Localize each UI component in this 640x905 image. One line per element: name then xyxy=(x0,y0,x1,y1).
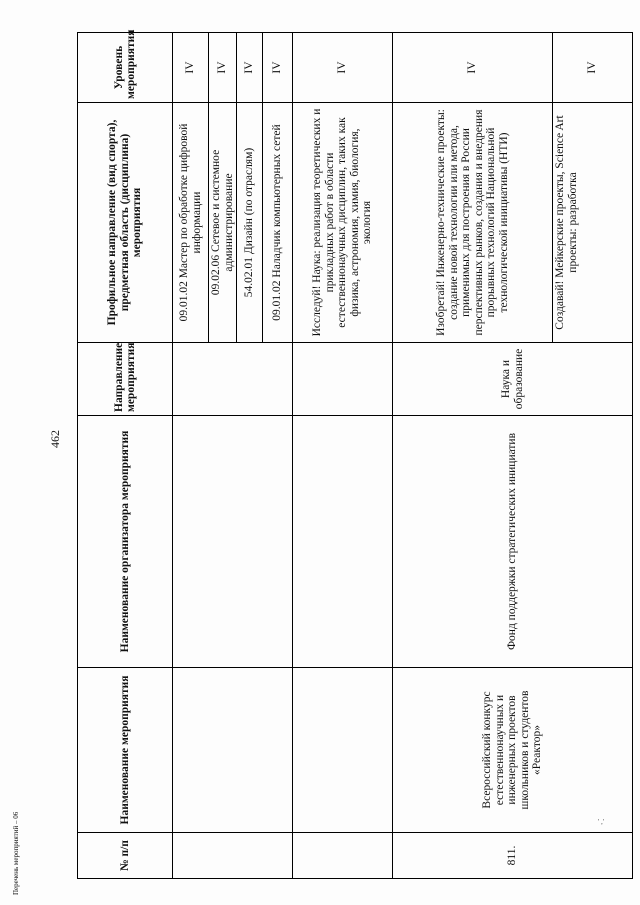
header-profile: Профильное направление (вид спорта), предметная область (дисциплина) мероприятия xyxy=(78,103,173,343)
profile-cell: Изобретай! Инженерно-технические проекты: создание новой технологии или метода, применимых для построения в России перспективных рынков, создания и внедрения прорывных технологий Национальной технологической инициативы (НТИ) xyxy=(393,103,553,343)
header-level: Уровень мероприятия xyxy=(78,33,173,103)
header-row xyxy=(78,33,173,879)
events-table-container xyxy=(77,29,630,879)
level-cell: IV xyxy=(237,33,263,103)
page-number: 462 xyxy=(48,430,62,448)
event-name: Всероссийский конкурс естественнонаучных и инженерных проектов школьников и студентов «Реактор» xyxy=(393,668,633,833)
profile-cell: 09.02.06 Сетевое и системное администрирование xyxy=(209,103,237,343)
profile-cell: 09.01.02 Мастер по обработке цифровой информации xyxy=(173,103,209,343)
header-direction: Направление мероприятия xyxy=(78,343,173,416)
level-cell: IV xyxy=(209,33,237,103)
level-cell: IV xyxy=(173,33,209,103)
header-num: № п/п xyxy=(78,833,173,879)
direction-cell xyxy=(293,343,393,416)
direction-cell xyxy=(173,343,293,416)
header-organizer: Наименование организатора мероприятия xyxy=(78,416,173,668)
level-cell: IV xyxy=(393,33,553,103)
level-cell: IV xyxy=(293,33,393,103)
profile-cell: Исследуй! Наука: реализация теоретических и прикладных работ в области естественнонаучных дисциплин, таких как физика, астрономия, химия, биология, экология xyxy=(293,103,393,343)
num-cell xyxy=(173,833,293,879)
profile-cell: 09.01.02 Наладчик компьютерных сетей xyxy=(263,103,293,343)
level-cell: IV xyxy=(263,33,293,103)
level-cell: IV xyxy=(553,33,633,103)
profile-cell: 54.02.01 Дизайн (по отраслям) xyxy=(237,103,263,343)
num-cell xyxy=(293,833,393,879)
profile-cell: Создавай! Мейкерские проекты, Science Art проекты: разработка xyxy=(553,103,633,343)
footer-note: Перечень мероприятий – 06 xyxy=(12,811,20,895)
corner-marks: ' ,' xyxy=(598,818,605,826)
table-row xyxy=(393,33,553,879)
event-organizer: Фонд поддержки стратегических инициатив xyxy=(393,416,633,668)
organizer-cell xyxy=(173,416,293,668)
name-cell xyxy=(173,668,293,833)
name-cell xyxy=(293,668,393,833)
header-name: Наименование мероприятия xyxy=(78,668,173,833)
table-row xyxy=(293,33,393,879)
table-row xyxy=(173,33,209,879)
organizer-cell xyxy=(293,416,393,668)
event-num: 811. xyxy=(393,833,633,879)
event-direction: Наука и образование xyxy=(393,343,633,416)
events-table xyxy=(77,29,633,879)
